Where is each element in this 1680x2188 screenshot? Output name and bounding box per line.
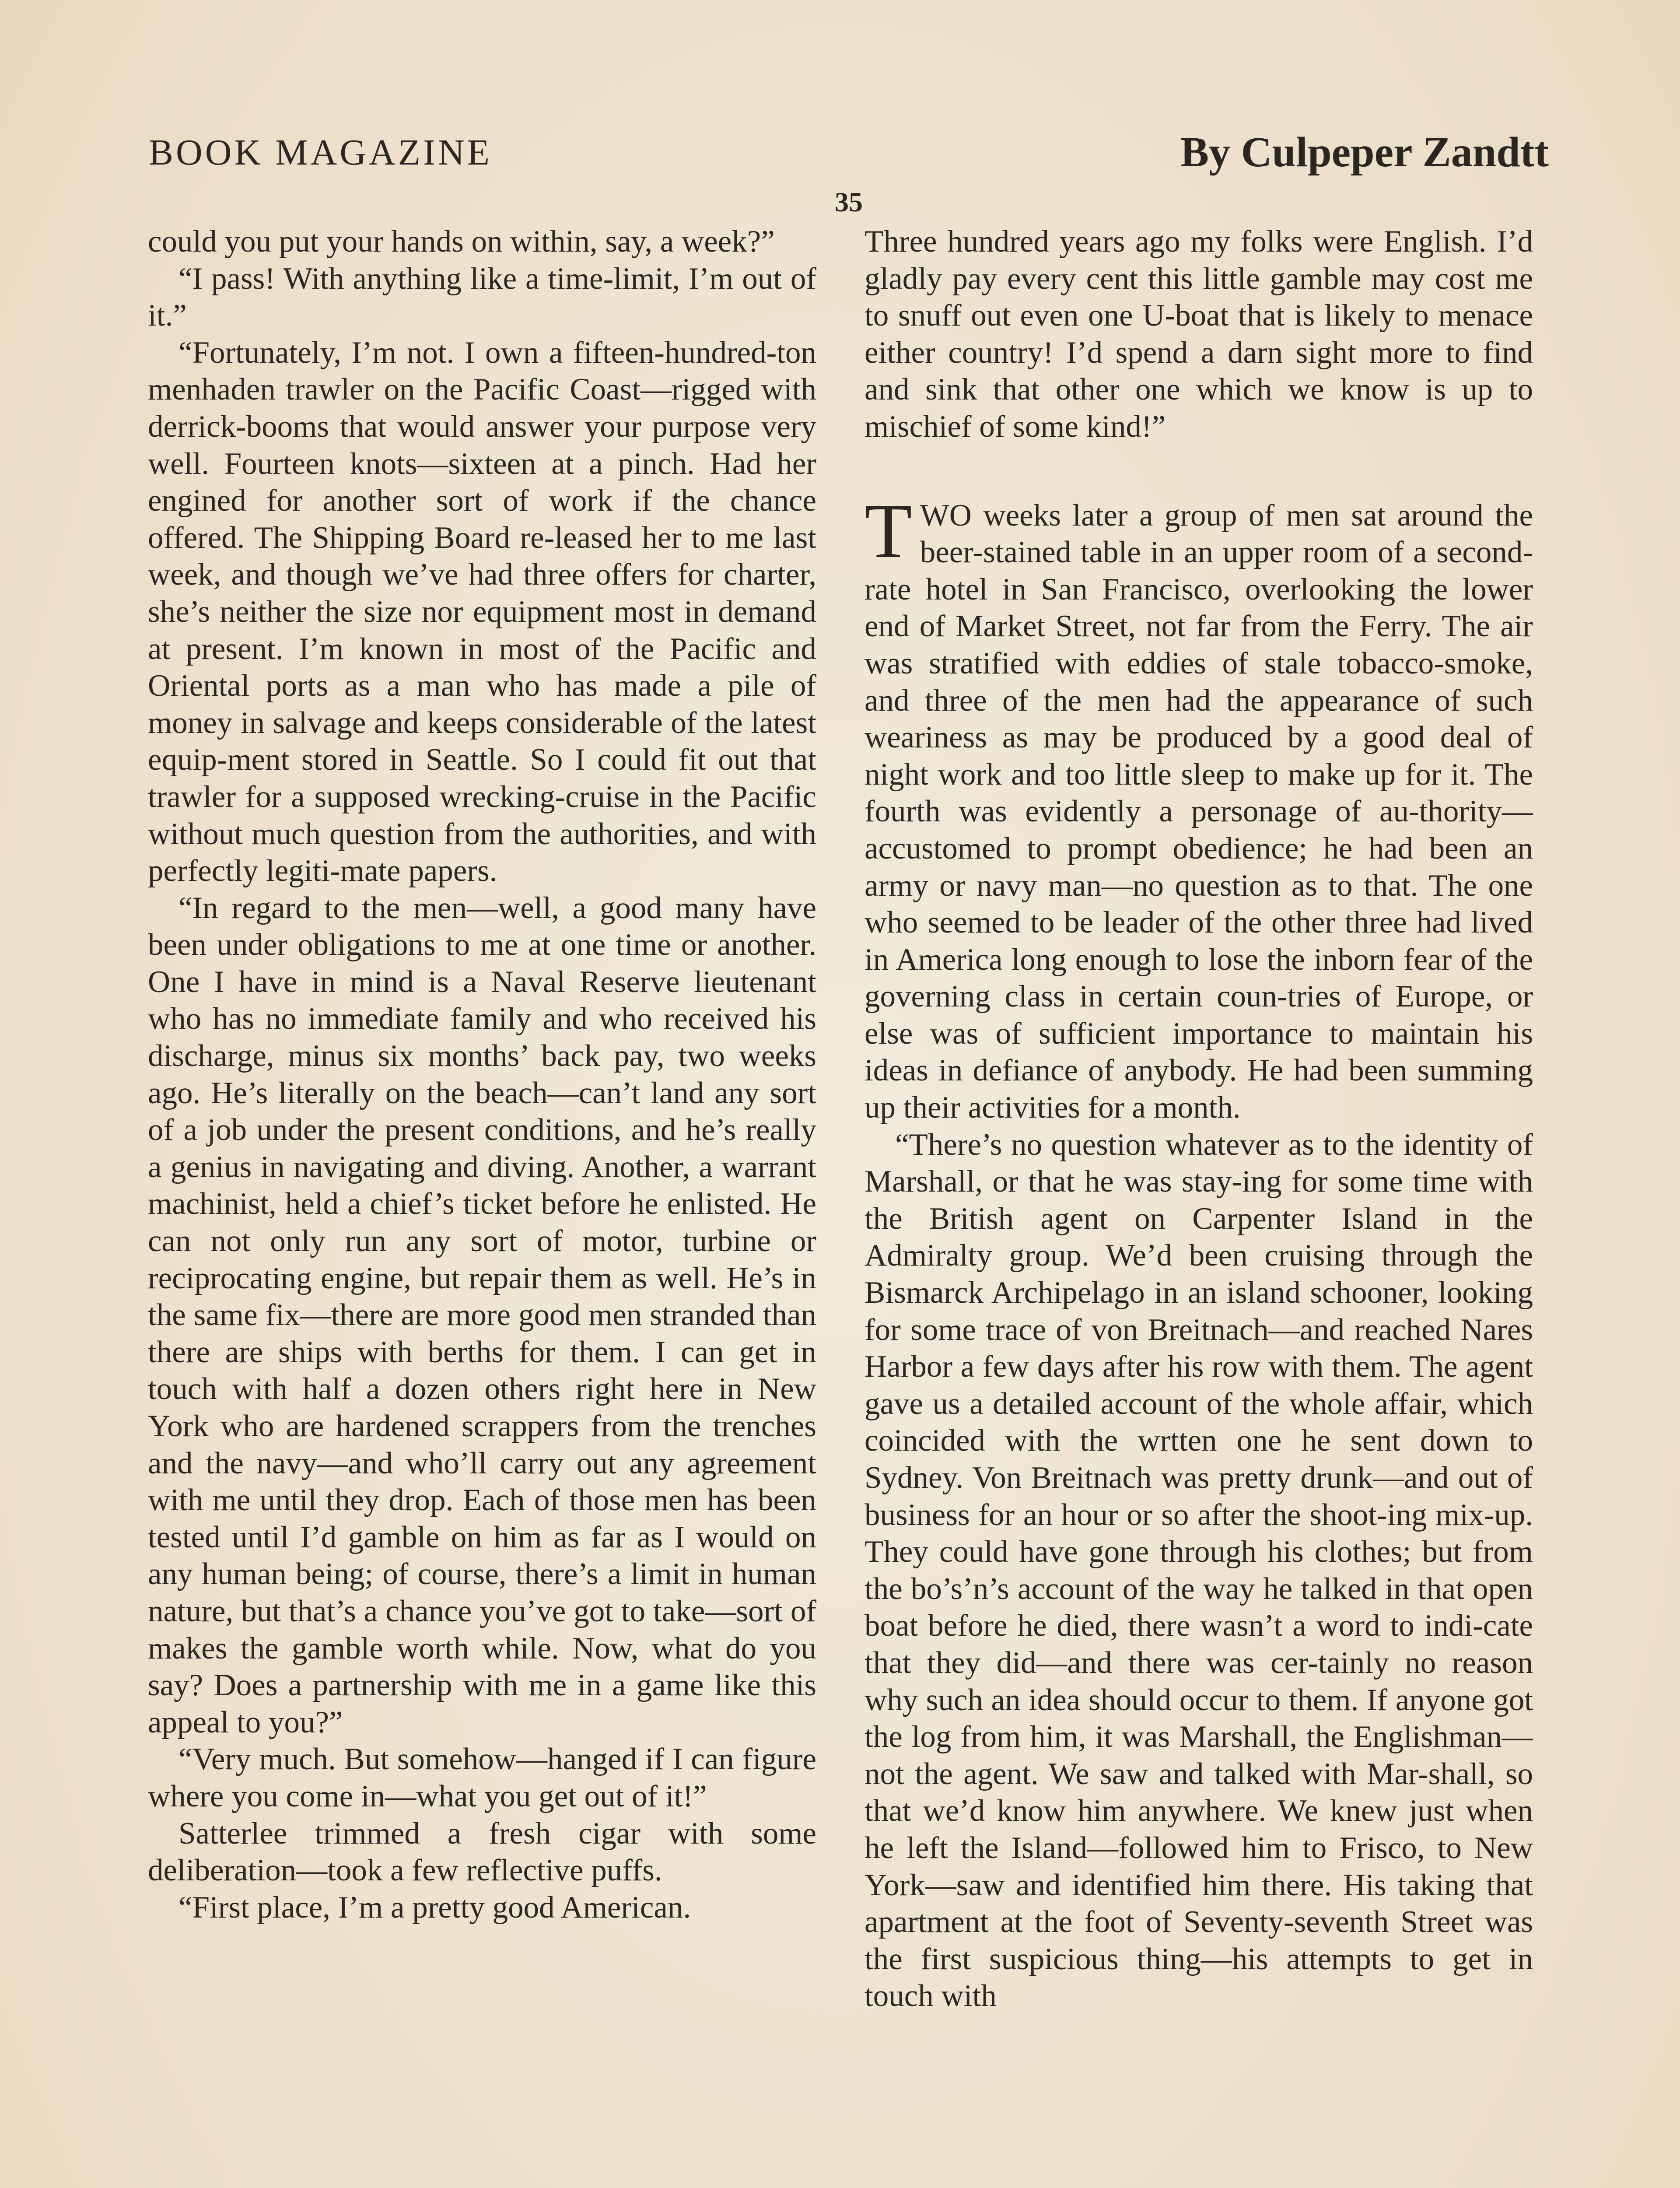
magazine-title: BOOK MAGAZINE (149, 132, 492, 173)
paragraph: “Very much. But somehow—hanged if I can figure where you come in—what you get out of it!” (148, 1742, 816, 1813)
drop-cap: T (864, 487, 912, 574)
left-column (148, 223, 816, 2188)
paragraph: “In regard to the men—well, a good many have been under obligations to me at one time or another. One I have in mind is a Naval Reserve lieutenant who has no immediate family and who received his discharge, minus six months’ back pay, two weeks ago. He’s literally on the beach—can’t land any sort of a job under the present conditions, and he’s really a genius in navigating and diving. Another, a warrant machinist, held a chief’s ticket before he enlisted. He can not only run any sort of motor, turbine or reciprocating engine, but repair them as well. He’s in the same fix—there are more good men stranded than there are ships with berths for them. I can get in touch with half a dozen others right here in New York who are hardened scrappers from the trenches and the navy—and who’ll carry out any agreement with me until they drop. Each of those men has been tested until I’d gamble on him as far as I would on any human being; of course, there’s a limit in human nature, but that’s a chance you’ve got to take—sort of makes the gamble worth while. Now, what do you say? Does a partnership with me in a game like this appeal to you?” (148, 891, 816, 1739)
paragraph: “Fortunately, I’m not. I own a fifteen-hundred-ton menhaden trawler on the Pacific Coast—rigged with derrick-booms that would answer your purpose very well. Fourteen knots—sixteen at a pinch. Had her engined for another sort of work if the chance offered. The Shipping Board re-leased her to me last week, and though we’ve had three offers for charter, she’s neither the size nor equipment most in demand at present. I’m known in most of the Pacific and Oriental ports as a man who has made a pile of money in salvage and keeps considerable of the latest equip-ment stored in Seattle. So I could fit out that trawler for a supposed wrecking-cruise in the Pacific without much question from the authorities, and with perfectly legiti-mate papers. (148, 335, 816, 888)
section-opening (864, 487, 1533, 1126)
paragraph: “I pass! With anything like a time-limit, I’m out of it.” (148, 261, 816, 333)
author-byline: By Culpeper Zandtt (1180, 129, 1549, 176)
section-text: WO weeks later a group of men sat around the beer-stained table in an upper room of a second-rate hotel in San Francisco, overlooking the lower end of Market Street, not far from the Ferry. The air was stratified with eddies of stale tobacco-smoke, and three of the men had the appearance of such weariness as may be produced by a good deal of night work and too little sleep to make up for it. The fourth was evidently a personage of au-thority—accustomed to prompt obedience; he had been an army or navy man—no question as to that. The one who seemed to be leader of the other three had lived in America long enough to lose the inborn fear of the governing class in certain coun-tries of Europe, or else was of sufficient importance to maintain his ideas in defiance of anybody. He had been summing up their activities for a month. (864, 498, 1533, 1125)
right-column (864, 223, 1533, 2188)
paragraph: Three hundred years ago my folks were English. I’d gladly pay every cent this little gamble may cost me to snuff out even one U-boat that is likely to menace either country! I’d spend a darn sight more to find and sink that other one which we know is up to mischief of some kind!” (864, 224, 1533, 444)
page-number: 35 (835, 186, 863, 217)
paragraph: “There’s no question whatever as to the identity of Marshall, or that he was stay-ing for some time with the British agent on Carpenter Island in the Admiralty group. We’d been cruising through the Bismarck Archipelago in an island schooner, looking for some trace of von Breitnach—and reached Nares Harbor a few days after his row with them. The agent gave us a detailed account of the whole affair, which coincided with the wrtten one he sent down to Sydney. Von Breitnach was pretty drunk—and out of business for an hour or so after the shoot-ing mix-up. They could have gone through his clothes; but from the bo’s’n’s account of the way he talked in that open boat before he died, there wasn’t a word to indi-cate that they did—and there was cer-tainly no reason why such an idea should occur to them. If anyone got the log from him, it was Marshall, the Englishman—not the agent. We saw and talked with Mar-shall, so that we’d know him anywhere. We knew just when he left the Island—followed him to Frisco, to New York—saw and identified him there. His taking that apartment at the foot of Seventy-seventh Street was the first suspicious thing—his attempts to get in touch with (864, 1127, 1533, 2013)
paragraph: Satterlee trimmed a fresh cigar with some deliberation—took a few reflective puffs. (148, 1816, 816, 1888)
paragraph: “First place, I’m a pretty good American. (178, 1890, 691, 1925)
running-header (149, 131, 1549, 184)
paragraph: could you put your hands on within, say, a week?” (148, 224, 775, 259)
